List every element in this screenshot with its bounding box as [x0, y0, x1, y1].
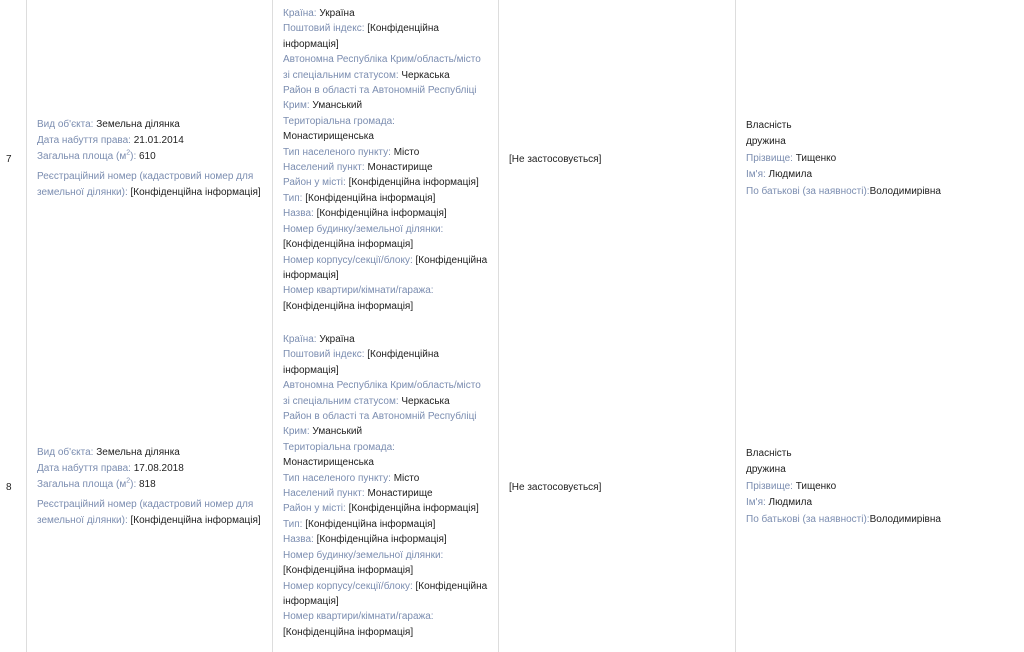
acquired-date-value: 17.08.2018 [133, 463, 184, 474]
right-type: Власність [746, 119, 792, 131]
registration-value: [Не застосовується] [509, 153, 602, 165]
area-value: 818 [139, 479, 156, 490]
address-cell: Країна: Україна Поштовий індекс: [Конфіденційна інформація] Автономна Республіка Крим/область/місто зі спеціальним статусом: Черкаська Район в області та Автономній Республіці Крим: Уманський Територіальна громада: Монастирищенська Тип населеного пункту: Місто Населений пункт: Монастирище Район у місті: [Конфіденційна інформація] Тип: [Конфіденційна інформація] Назва: [Конфіденційна інформація] Номер будинку/земельної ділянки: [Конфіденційна інформація] Номер корпусу/секції/блоку: [Конфіденційна інформація] Номер квартири/кімнати/гаража: [Конфіденційна інформація] [273, 0, 499, 322]
registration-value: [Не застосовується] [509, 481, 602, 493]
object-info-cell: Вид об'єкта: Земельна ділянка Дата набуття права: 21.01.2014 Загальна площа $(м^2)$: 610 Реєстраційний номер (кадастровий номер для земельної ділянки): [Конфіденційна інформація] [27, 0, 273, 322]
cadastral-value: [Конфіденційна інформація] [130, 515, 261, 526]
owner-cell: Власність дружина Прізвище: Тищенко Ім'я: Людмила По батькові (за наявності):Володимирівна [746, 447, 941, 525]
acquired-date-value: 21.01.2014 [133, 135, 184, 146]
row-number: 8 [0, 322, 27, 652]
right-type: Власність [746, 447, 792, 459]
relation: дружина [746, 464, 786, 476]
object-type-value: Земельна ділянка [96, 447, 180, 458]
address-cell: Країна: Україна Поштовий індекс: [Конфіденційна інформація] Автономна Республіка Крим/область/місто зі спеціальним статусом: Черкаська Район в області та Автономній Республіці Крим: Уманський Територіальна громада: Монастирищенська Тип населеного пункту: Місто Населений пункт: Монастирище Район у місті: [Конфіденційна інформація] Тип: [Конфіденційна інформація] Назва: [Конфіденційна інформація] Номер будинку/земельної ділянки: [Конфіденційна інформація] Номер корпусу/секції/блоку: [Конфіденційна інформація] Номер квартири/кімнати/гаража: [Конфіденційна інформація] [273, 322, 499, 652]
row-number: 7 [0, 0, 27, 322]
registration-cell [499, 0, 736, 322]
registration-cell [499, 322, 736, 652]
relation: дружина [746, 136, 786, 148]
cadastral-value: [Конфіденційна інформація] [130, 187, 261, 198]
object-type-value: Земельна ділянка [96, 119, 180, 130]
table-row [0, 322, 1024, 652]
object-info-cell: Вид об'єкта: Земельна ділянка Дата набуття права: 17.08.2018 Загальна площа $(м^2)$: 818 Реєстраційний номер (кадастровий номер для земельної ділянки): [Конфіденційна інформація] [27, 322, 273, 652]
owner-cell: Власність дружина Прізвище: Тищенко Ім'я: Людмила По батькові (за наявності):Володимирівна [746, 119, 941, 197]
table-row [0, 0, 1024, 323]
area-value: 610 [139, 151, 156, 162]
